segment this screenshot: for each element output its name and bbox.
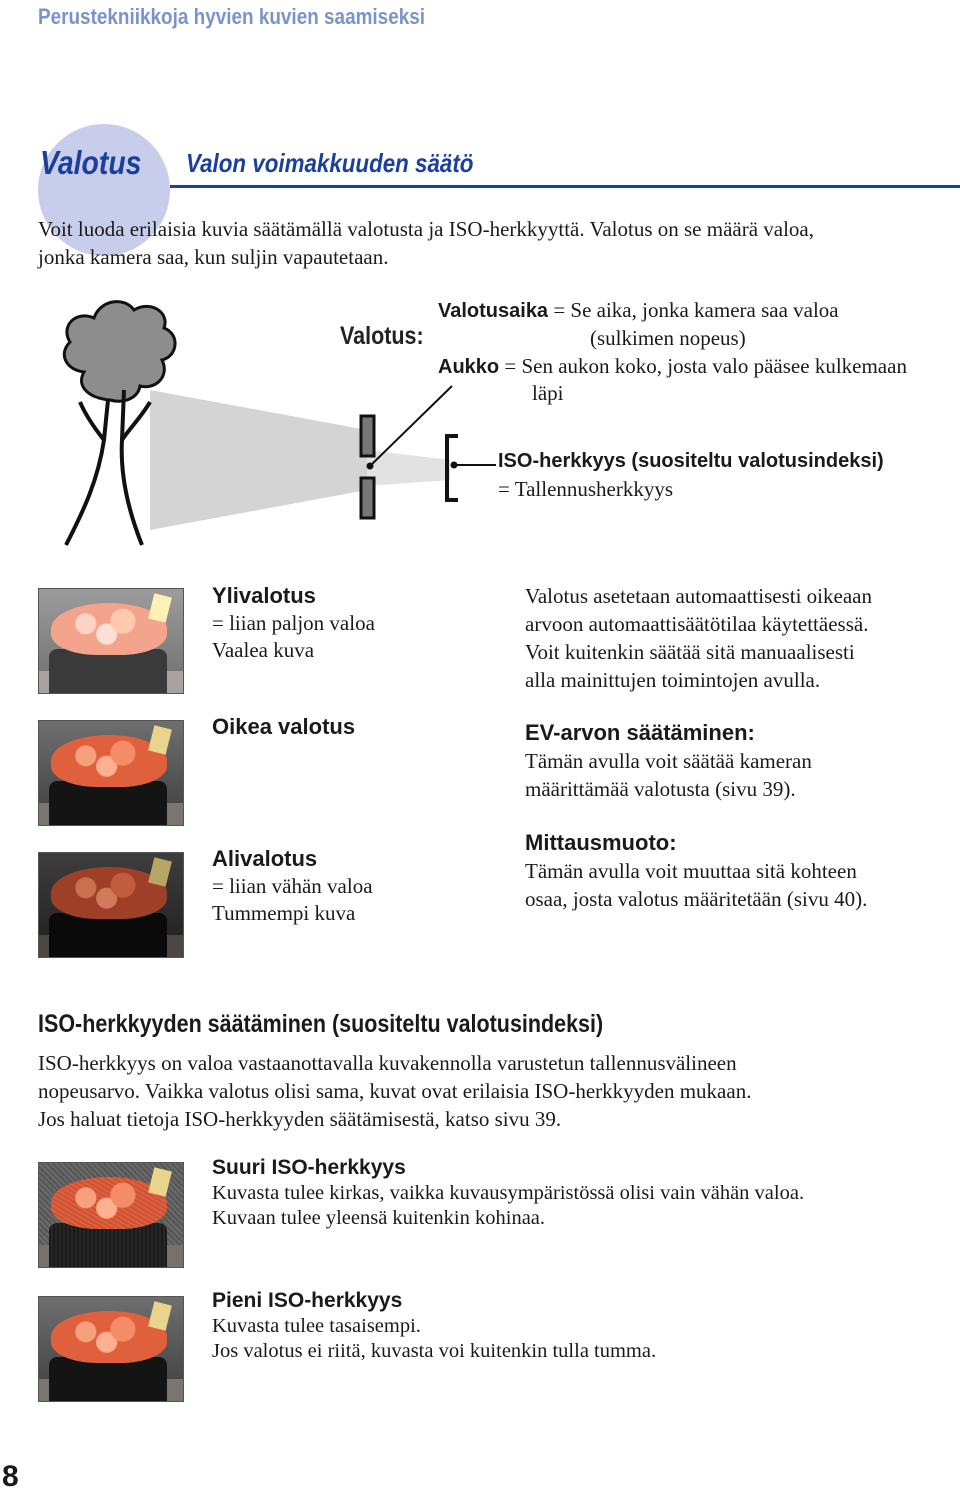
high-iso-block	[212, 1156, 804, 1230]
aperture-definition	[438, 354, 907, 379]
example-line: Tummempi kuva	[212, 901, 356, 925]
note-line: alla mainittujen toimintojen avulla.	[525, 668, 821, 692]
page-number: 8	[2, 1460, 19, 1493]
section-rule	[170, 185, 960, 188]
photo-high-iso	[38, 1162, 184, 1268]
aperture-definition-cont: läpi	[532, 381, 564, 405]
equals-sign: =	[548, 298, 571, 322]
aperture-term: Aukko	[438, 356, 500, 378]
example-heading: Pieni ISO-herkkyys	[212, 1289, 403, 1312]
example-line: Kuvasta tulee tasaisempi.	[212, 1315, 421, 1337]
example-line: = liian paljon valoa	[212, 611, 375, 635]
photo-low-iso	[38, 1296, 184, 1402]
auto-exposure-note	[525, 582, 872, 694]
section-subtitle: Valon voimakkuuden säätö	[186, 148, 474, 178]
aperture-definition-text: Sen aukon koko, josta valo pääsee kulkemaan	[521, 354, 907, 378]
iso-body-line: ISO-herkkyys on valoa vastaanottavalla kuvakennolla varustetun tallennusvälineen	[38, 1051, 737, 1075]
example-line: Kuvaan tulee yleensä kuitenkin kohinaa.	[212, 1207, 546, 1229]
running-head: Perustekniikkoja hyvien kuvien saamiseksi	[38, 4, 426, 29]
iso-body-line: nopeusarvo. Vaikka valotus olisi sama, kuvat ovat erilaisia ISO-herkkyyden mukaan.	[38, 1079, 752, 1103]
note-line: arvoon automaattisäätötilaa käytettäessä.	[525, 612, 869, 636]
note-line: Tämän avulla voit säätää kameran	[525, 749, 812, 773]
shutter-definition	[438, 298, 839, 323]
note-line: Voit kuitenkin säätää sitä manuaalisesti	[525, 640, 855, 664]
example-line: Jos valotus ei riitä, kuvasta voi kuitenkin tulla tumma.	[212, 1340, 657, 1362]
light-beam	[150, 390, 367, 530]
ev-adjustment-note	[525, 720, 812, 803]
intro-line: jonka kamera saa, kun suljin vapautetaan.	[38, 245, 389, 269]
example-heading: Oikea valotus	[212, 714, 356, 739]
example-heading: Alivalotus	[212, 846, 318, 871]
photo-underexposed	[38, 852, 184, 958]
equals-sign: =	[499, 354, 522, 378]
ev-heading: EV-arvon säätäminen:	[525, 720, 755, 745]
shutter-definition-text: Se aika, jonka kamera saa valoa	[570, 298, 839, 322]
note-line: määrittämää valotusta (sivu 39).	[525, 777, 796, 801]
iso-body-line: Jos haluat tietoja ISO-herkkyyden säätämisestä, katso sivu 39.	[38, 1107, 562, 1131]
overexposure-block	[212, 583, 375, 663]
section-title: Valotus	[40, 144, 142, 181]
example-line: Kuvasta tulee kirkas, vaikka kuvausympäristössä olisi vain vähän valoa.	[212, 1182, 805, 1204]
iso-definition: = Tallennusherkkyys	[498, 477, 674, 501]
metering-mode-note	[525, 830, 867, 913]
intro-paragraph	[38, 215, 814, 271]
shutter-definition-cont: (sulkimen nopeus)	[590, 326, 746, 350]
correct-exposure-block	[212, 714, 355, 740]
shutter-pointer-line	[370, 386, 452, 466]
example-heading: Suuri ISO-herkkyys	[212, 1156, 406, 1179]
exposure-label: Valotus:	[340, 322, 424, 350]
photo-overexposed	[38, 588, 184, 694]
example-line: Vaalea kuva	[212, 638, 315, 662]
metering-heading: Mittausmuoto:	[525, 830, 677, 855]
note-line: osaa, josta valotus määritetään (sivu 40).	[525, 887, 868, 911]
shutter-term: Valotusaika	[438, 300, 549, 322]
sensor-pointer-dot	[451, 462, 458, 469]
iso-section-body	[38, 1049, 751, 1133]
iso-term: ISO-herkkyys (suositeltu valotusindeksi)	[498, 450, 884, 472]
example-heading: Ylivalotus	[212, 583, 316, 608]
low-iso-block	[212, 1289, 656, 1363]
intro-line: Voit luoda erilaisia kuvia säätämällä valotusta ja ISO-herkkyyttä. Valotus on se määrä valoa,	[38, 217, 815, 241]
example-line: = liian vähän valoa	[212, 874, 373, 898]
shutter-pointer-dot	[367, 463, 374, 470]
note-line: Valotus asetetaan automaattisesti oikeaan	[525, 584, 872, 608]
note-line: Tämän avulla voit muuttaa sitä kohteen	[525, 859, 857, 883]
underexposure-block	[212, 846, 373, 926]
iso-section-heading: ISO-herkkyyden säätäminen (suositeltu valotusindeksi)	[38, 1010, 604, 1038]
exposure-diagram	[0, 290, 960, 560]
photo-correct-exposure	[38, 720, 184, 826]
